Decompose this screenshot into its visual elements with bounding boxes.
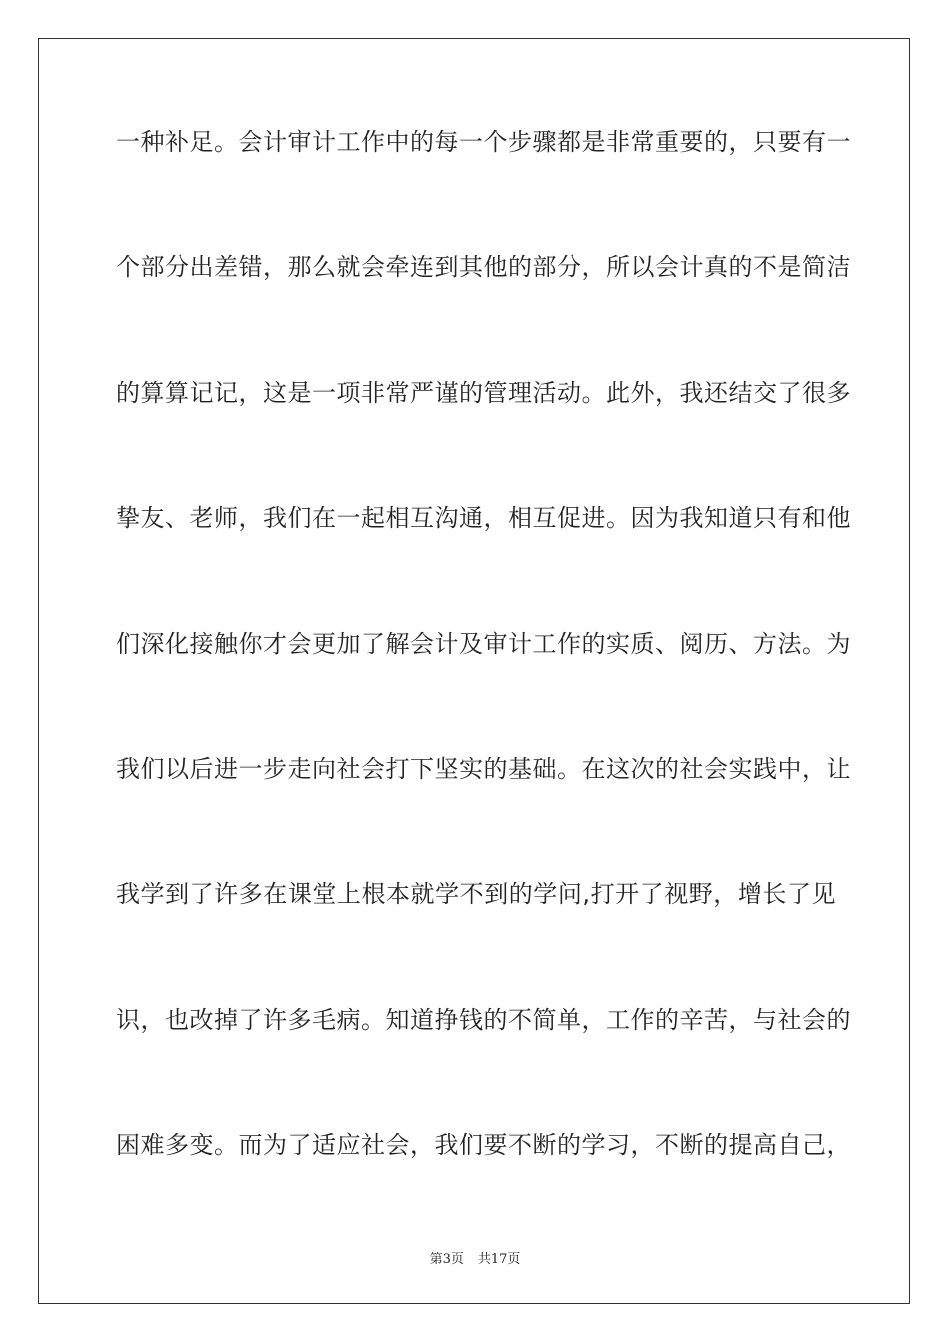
- text-line-5: 们深化接触你才会更加了解会计及审计工作的实质、阅历、方法。为: [116, 629, 851, 658]
- document-body: [116, 127, 851, 1160]
- total-pages: 共17页: [477, 1252, 521, 1267]
- text-line-1: 一种补足。会计审计工作中的每一个步骤都是非常重要的，只要有一: [116, 128, 851, 156]
- text-line-2: 个部分出差错，那么就会牵连到其他的部分，所以会计真的不是简洁: [116, 253, 851, 282]
- page-number: 第3页: [429, 1252, 464, 1267]
- text-line-8: 识，也改掉了许多毛病。知道挣钱的不简单，工作的辛苦，与社会的: [116, 1005, 851, 1034]
- text-line-9: 困难多变。而为了适应社会，我们要不断的学习，不断的提高自己，: [116, 1131, 851, 1160]
- text-line-7: 我学到了许多在课堂上根本就学不到的学问,打开了视野，增长了见: [116, 880, 836, 909]
- text-line-4: 挚友、老师，我们在一起相互沟通，相互促进。因为我知道只有和他: [116, 504, 851, 533]
- text-line-6: 我们以后进一步走向社会打下坚实的基础。在这次的社会实践中，让: [116, 754, 851, 783]
- text-line-3: 的算算记记，这是一项非常严谨的管理活动。此外，我还结交了很多: [116, 378, 851, 407]
- page-footer: [0, 1248, 950, 1267]
